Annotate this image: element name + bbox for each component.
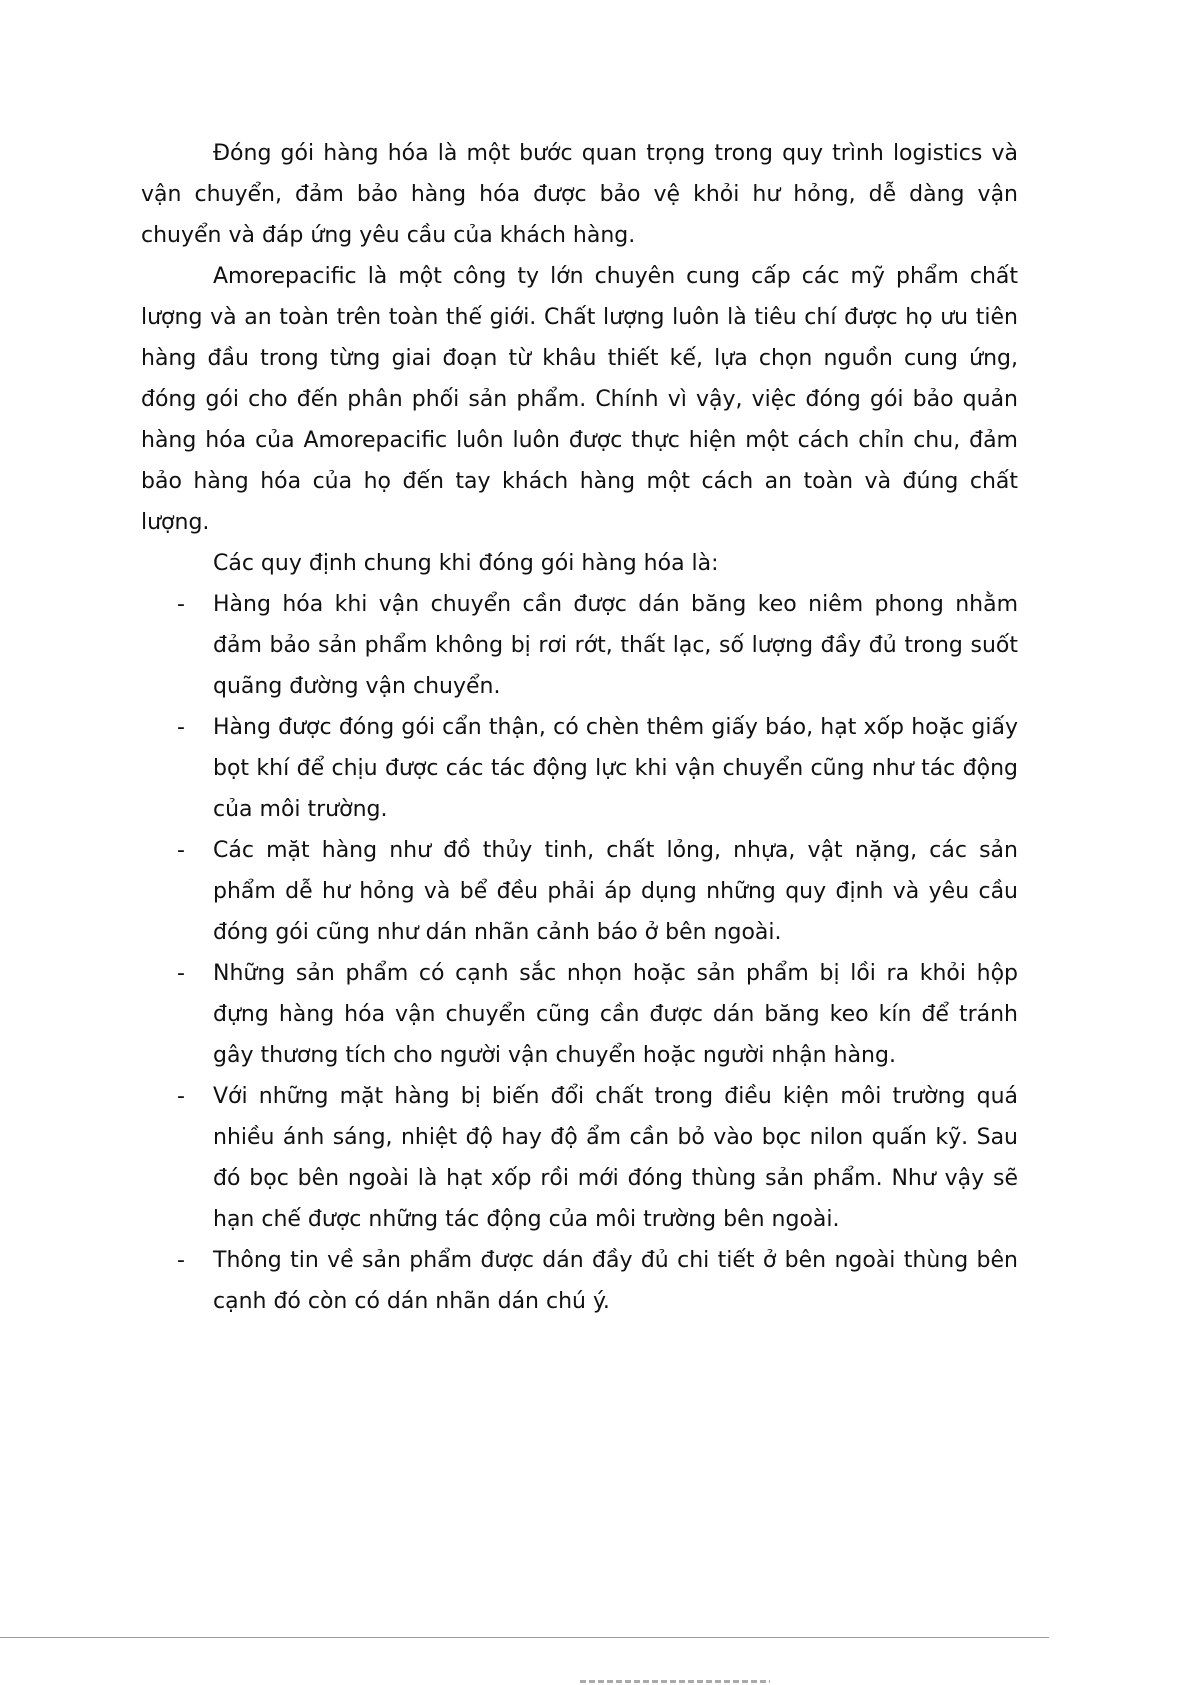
company-paragraph: Amorepacific là một công ty lớn chuyên cung cấp các mỹ phẩm chất lượng và an toàn trên toàn thế giới. Chất lượng luôn là tiêu chí được họ ưu tiên hàng đầu trong từng giai đoạn từ khâu thiết kế, lựa chọn nguồn cung ứng, đóng gói cho đến phân phối sản phẩm. Chính vì vậy, việc đóng gói bảo quản hàng hóa của Amorepacific luôn luôn được thực hiện một cách chỉn chu, đảm bảo hàng hóa của họ đến tay khách hàng một cách an toàn và đúng chất lượng.	[141, 264, 1018, 535]
list-item	[141, 830, 1018, 953]
list-item	[141, 953, 1018, 1076]
bullet-dash: -	[177, 1084, 185, 1109]
bullet-dash: -	[177, 592, 185, 617]
list-item	[141, 707, 1018, 830]
rules-heading-paragraph: Các quy định chung khi đóng gói hàng hóa là:	[213, 551, 719, 576]
list-item-text: Hàng hóa khi vận chuyển cần được dán băng keo niêm phong nhằm đảm bảo sản phẩm không bị rơi rớt, thất lạc, số lượng đầy đủ trong suốt quãng đường vận chuyển.	[213, 592, 1018, 699]
packaging-rules-list	[141, 584, 1018, 1322]
list-item-text: Thông tin về sản phẩm được dán đầy đủ chi tiết ở bên ngoài thùng bên cạnh đó còn có dán nhãn dán chú ý.	[213, 1248, 1018, 1314]
list-item-text: Các mặt hàng như đồ thủy tinh, chất lỏng, nhựa, vật nặng, các sản phẩm dễ hư hỏng và bể đều phải áp dụng những quy định và yêu cầu đóng gói cũng như dán nhãn cảnh báo ở bên ngoài.	[213, 838, 1018, 945]
bullet-dash: -	[177, 715, 185, 740]
page-bottom-artifact	[580, 1680, 770, 1683]
list-item-text: Với những mặt hàng bị biến đổi chất trong điều kiện môi trường quá nhiều ánh sáng, nhiệt độ hay độ ẩm cần bỏ vào bọc nilon quấn kỹ. Sau đó bọc bên ngoài là hạt xốp rồi mới đóng thùng sản phẩm. Như vậy sẽ hạn chế được những tác động của môi trường bên ngoài.	[213, 1084, 1018, 1232]
document-body	[141, 133, 1018, 1322]
intro-paragraph: Đóng gói hàng hóa là một bước quan trọng trong quy trình logistics và vận chuyển, đảm bảo hàng hóa được bảo vệ khỏi hư hỏng, dễ dàng vận chuyển và đáp ứng yêu cầu của khách hàng.	[141, 141, 1018, 248]
bullet-dash: -	[177, 1248, 185, 1273]
bullet-dash: -	[177, 838, 185, 863]
list-item	[141, 1240, 1018, 1322]
list-item	[141, 1076, 1018, 1240]
list-item	[141, 584, 1018, 707]
bullet-dash: -	[177, 961, 185, 986]
list-item-text: Những sản phẩm có cạnh sắc nhọn hoặc sản phẩm bị lồi ra khỏi hộp đựng hàng hóa vận chuyển cũng cần được dán băng keo kín để tránh gây thương tích cho người vận chuyển hoặc người nhận hàng.	[213, 961, 1018, 1068]
list-item-text: Hàng được đóng gói cẩn thận, có chèn thêm giấy báo, hạt xốp hoặc giấy bọt khí để chịu được các tác động lực khi vận chuyển cũng như tác động của môi trường.	[213, 715, 1018, 822]
footer-divider	[0, 1637, 1049, 1638]
